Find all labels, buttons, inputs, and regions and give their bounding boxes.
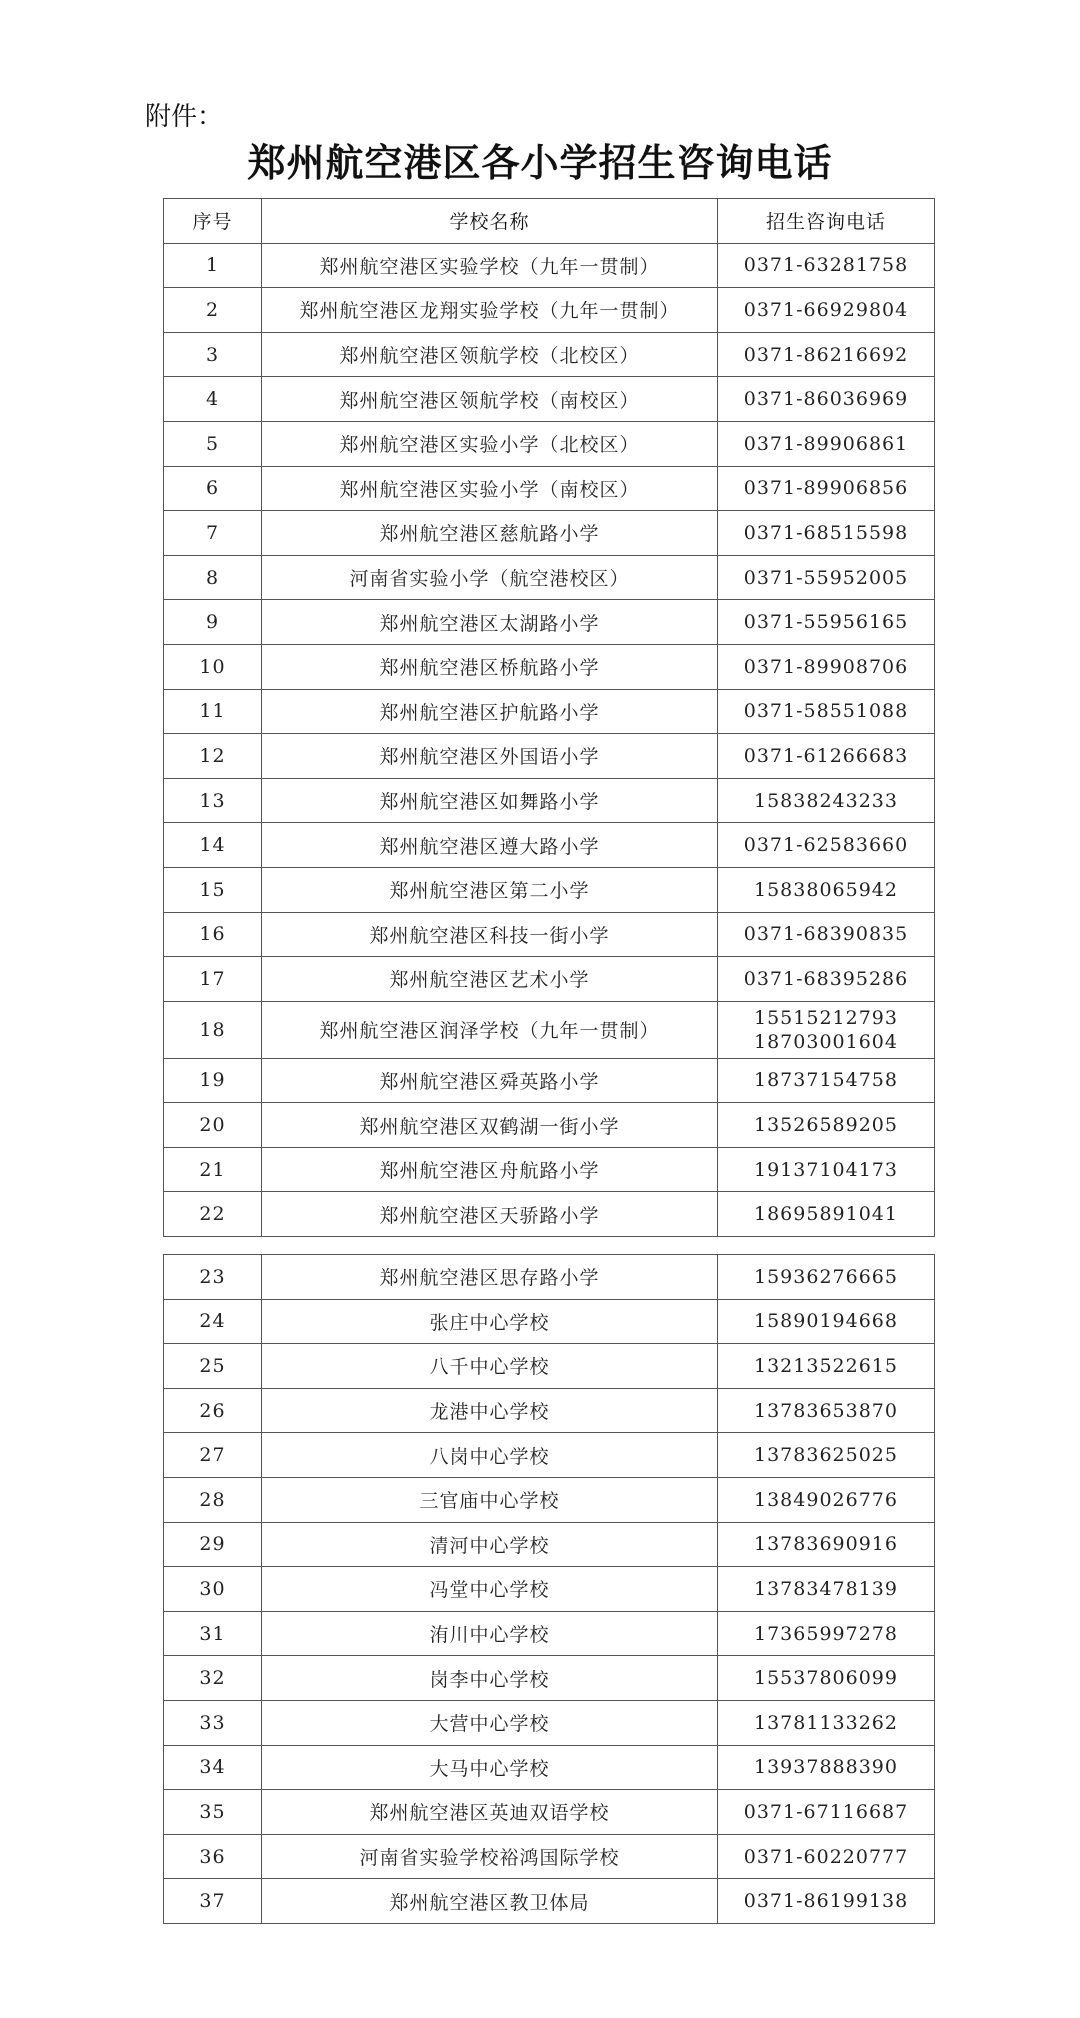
row-number: 16 [164,912,262,957]
table-row [164,1567,935,1612]
phone-cell [718,1567,935,1612]
row-number: 13 [164,778,262,823]
table-row [164,555,935,600]
phone-cell [718,377,935,422]
phone-number: 0371-89906856 [743,477,909,500]
phone-number: 0371-58551088 [743,700,909,723]
school-name: 郑州航空港区龙翔实验学校（九年一贯制） [262,288,718,333]
row-number: 34 [164,1745,262,1790]
school-name: 郑州航空港区如舞路小学 [262,778,718,823]
table-row [164,1790,935,1835]
table-row [164,1834,935,1879]
phone-number: 18703001604 [754,1030,898,1053]
phone-number: 13783690916 [754,1533,898,1556]
table-row [164,1700,935,1745]
phone-number: 0371-86216692 [743,343,909,366]
phone-number: 0371-67116687 [743,1800,909,1823]
phone-cell [718,689,935,734]
school-name: 岗李中心学校 [262,1656,718,1701]
table-row [164,511,935,556]
phone-number: 15838065942 [754,878,898,901]
school-name: 郑州航空港区实验学校（九年一贯制） [262,243,718,288]
phone-cell [718,511,935,556]
school-name: 郑州航空港区英迪双语学校 [262,1790,718,1835]
school-name: 郑州航空港区护航路小学 [262,689,718,734]
row-number: 3 [164,332,262,377]
table-row [164,600,935,645]
table-row [164,1255,935,1300]
phone-cell [718,1433,935,1478]
row-number: 11 [164,689,262,734]
school-name: 三官庙中心学校 [262,1477,718,1522]
table-row [164,332,935,377]
table-row [164,1058,935,1103]
table-row [164,1477,935,1522]
school-name: 郑州航空港区天骄路小学 [262,1192,718,1237]
phone-cell [718,1522,935,1567]
school-name: 龙港中心学校 [262,1388,718,1433]
page-title: 郑州航空港区各小学招生咨询电话 [247,141,833,185]
row-number: 5 [164,421,262,466]
phone-number: 13781133262 [754,1711,898,1734]
phone-cell [718,644,935,689]
table-row [164,1103,935,1148]
table-body-part1 [164,243,935,1236]
row-number: 4 [164,377,262,422]
phone-cell [718,1611,935,1656]
school-name: 郑州航空港区舟航路小学 [262,1147,718,1192]
school-name: 郑州航空港区舜英路小学 [262,1058,718,1103]
phone-number: 15537806099 [754,1667,898,1690]
row-number: 21 [164,1147,262,1192]
table-row [164,466,935,511]
phone-number: 0371-63281758 [743,254,909,277]
school-name: 大营中心学校 [262,1700,718,1745]
row-number: 31 [164,1611,262,1656]
phone-cell [718,1001,935,1058]
phone-number: 18737154758 [754,1069,898,1092]
phone-cell [718,1745,935,1790]
phone-cell [718,1790,935,1835]
phone-cell [718,734,935,779]
phone-cell [718,1299,935,1344]
table-row [164,1192,935,1237]
row-number: 29 [164,1522,262,1567]
phone-number: 0371-68390835 [743,923,909,946]
table-row [164,912,935,957]
phone-number: 0371-89906861 [743,432,909,455]
phone-number: 13783653870 [754,1399,898,1422]
column-header-number: 序号 [164,199,262,244]
row-number: 20 [164,1103,262,1148]
phone-number: 13213522615 [754,1354,898,1377]
row-number: 9 [164,600,262,645]
phone-number: 13783625025 [754,1444,898,1467]
phone-number: 15838243233 [754,789,898,812]
row-number: 19 [164,1058,262,1103]
school-name: 郑州航空港区第二小学 [262,867,718,912]
row-number: 15 [164,867,262,912]
school-name: 洧川中心学校 [262,1611,718,1656]
phone-cell [718,332,935,377]
table-row [164,1147,935,1192]
phone-cell [718,1103,935,1148]
table-row [164,421,935,466]
row-number: 24 [164,1299,262,1344]
phone-cell [718,1879,935,1924]
school-name: 郑州航空港区润泽学校（九年一贯制） [262,1001,718,1058]
phone-cell [718,421,935,466]
school-name: 郑州航空港区慈航路小学 [262,511,718,556]
phone-cell [718,778,935,823]
row-number: 12 [164,734,262,779]
row-number: 1 [164,243,262,288]
school-name: 张庄中心学校 [262,1299,718,1344]
school-name: 八千中心学校 [262,1344,718,1389]
phone-number: 0371-68395286 [743,967,909,990]
phone-number: 18695891041 [754,1203,898,1226]
row-number: 37 [164,1879,262,1924]
table-row [164,1344,935,1389]
phone-cell [718,1255,935,1300]
school-name: 郑州航空港区双鹤湖一街小学 [262,1103,718,1148]
phone-cell [718,1344,935,1389]
phone-cell [718,1700,935,1745]
table-row [164,867,935,912]
phone-cell [718,867,935,912]
phone-number: 13937888390 [754,1756,898,1779]
phone-cell [718,1834,935,1879]
phone-number: 0371-89908706 [743,655,909,678]
phone-number: 0371-55952005 [743,566,909,589]
row-number: 28 [164,1477,262,1522]
phone-number: 15890194668 [754,1310,898,1333]
table-header-row [164,199,935,244]
phone-cell [718,823,935,868]
column-header-phone: 招生咨询电话 [718,199,935,244]
table-row [164,1522,935,1567]
row-number: 25 [164,1344,262,1389]
table-row [164,1745,935,1790]
column-header-school-name: 学校名称 [262,199,718,244]
school-name: 冯堂中心学校 [262,1567,718,1612]
table-row [164,734,935,779]
phone-cell [718,600,935,645]
phone-cell [718,288,935,333]
phone-number: 17365997278 [754,1622,898,1645]
phone-cell [718,466,935,511]
table-row [164,243,935,288]
phone-number: 0371-86199138 [743,1890,909,1913]
phone-cell [718,243,935,288]
school-name: 郑州航空港区艺术小学 [262,957,718,1002]
school-name: 河南省实验学校裕鸿国际学校 [262,1834,718,1879]
table-row [164,689,935,734]
phone-cell [718,555,935,600]
phone-number: 13783478139 [754,1577,898,1600]
school-name: 郑州航空港区太湖路小学 [262,600,718,645]
phone-number: 0371-68515598 [743,521,909,544]
school-name: 大马中心学校 [262,1745,718,1790]
table-row [164,1001,935,1058]
school-name: 郑州航空港区领航学校（南校区） [262,377,718,422]
row-number: 10 [164,644,262,689]
row-number: 33 [164,1700,262,1745]
row-number: 14 [164,823,262,868]
table-row [164,1879,935,1924]
table-row [164,644,935,689]
phone-number: 13849026776 [754,1488,898,1511]
phone-number: 15936276665 [754,1265,898,1288]
table-body-part2 [164,1255,935,1924]
row-number: 36 [164,1834,262,1879]
table-row [164,1299,935,1344]
phone-number: 13526589205 [754,1114,898,1137]
table-row [164,288,935,333]
row-number: 7 [164,511,262,556]
phone-cell [718,1656,935,1701]
phone-number: 0371-66929804 [743,298,909,321]
phone-cell [718,1477,935,1522]
phone-number: 0371-86036969 [743,388,909,411]
school-name: 八岗中心学校 [262,1433,718,1478]
phone-cell [718,957,935,1002]
school-name: 河南省实验小学（航空港校区） [262,555,718,600]
phone-cell [718,1058,935,1103]
row-number: 6 [164,466,262,511]
phone-number: 0371-55956165 [743,611,909,634]
row-number: 32 [164,1656,262,1701]
row-number: 27 [164,1433,262,1478]
school-name: 郑州航空港区思存路小学 [262,1255,718,1300]
school-name: 郑州航空港区领航学校（北校区） [262,332,718,377]
row-number: 2 [164,288,262,333]
row-number: 23 [164,1255,262,1300]
table-row [164,1433,935,1478]
phone-cell [718,1192,935,1237]
row-number: 18 [164,1001,262,1058]
phone-cell [718,912,935,957]
school-phone-table-part2 [163,1254,935,1924]
table-row [164,1656,935,1701]
phone-number: 19137104173 [754,1158,898,1181]
school-name: 郑州航空港区科技一街小学 [262,912,718,957]
row-number: 22 [164,1192,262,1237]
school-name: 郑州航空港区教卫体局 [262,1879,718,1924]
school-name: 郑州航空港区实验小学（北校区） [262,421,718,466]
row-number: 17 [164,957,262,1002]
phone-cell [718,1388,935,1433]
row-number: 26 [164,1388,262,1433]
phone-number: 0371-61266683 [743,744,909,767]
row-number: 8 [164,555,262,600]
phone-number: 0371-60220777 [743,1845,909,1868]
phone-cell [718,1147,935,1192]
table-row [164,778,935,823]
school-name: 郑州航空港区实验小学（南校区） [262,466,718,511]
school-name: 郑州航空港区桥航路小学 [262,644,718,689]
phone-number: 15515212793 [754,1006,898,1029]
school-name: 清河中心学校 [262,1522,718,1567]
table-row [164,957,935,1002]
phone-number: 0371-62583660 [743,834,909,857]
school-name: 郑州航空港区外国语小学 [262,734,718,779]
table-row [164,823,935,868]
table-row [164,377,935,422]
table-row [164,1611,935,1656]
row-number: 30 [164,1567,262,1612]
school-name: 郑州航空港区遵大路小学 [262,823,718,868]
school-phone-table-part1 [163,198,935,1237]
table-row [164,1388,935,1433]
attachment-label: 附件： [145,102,224,132]
row-number: 35 [164,1790,262,1835]
